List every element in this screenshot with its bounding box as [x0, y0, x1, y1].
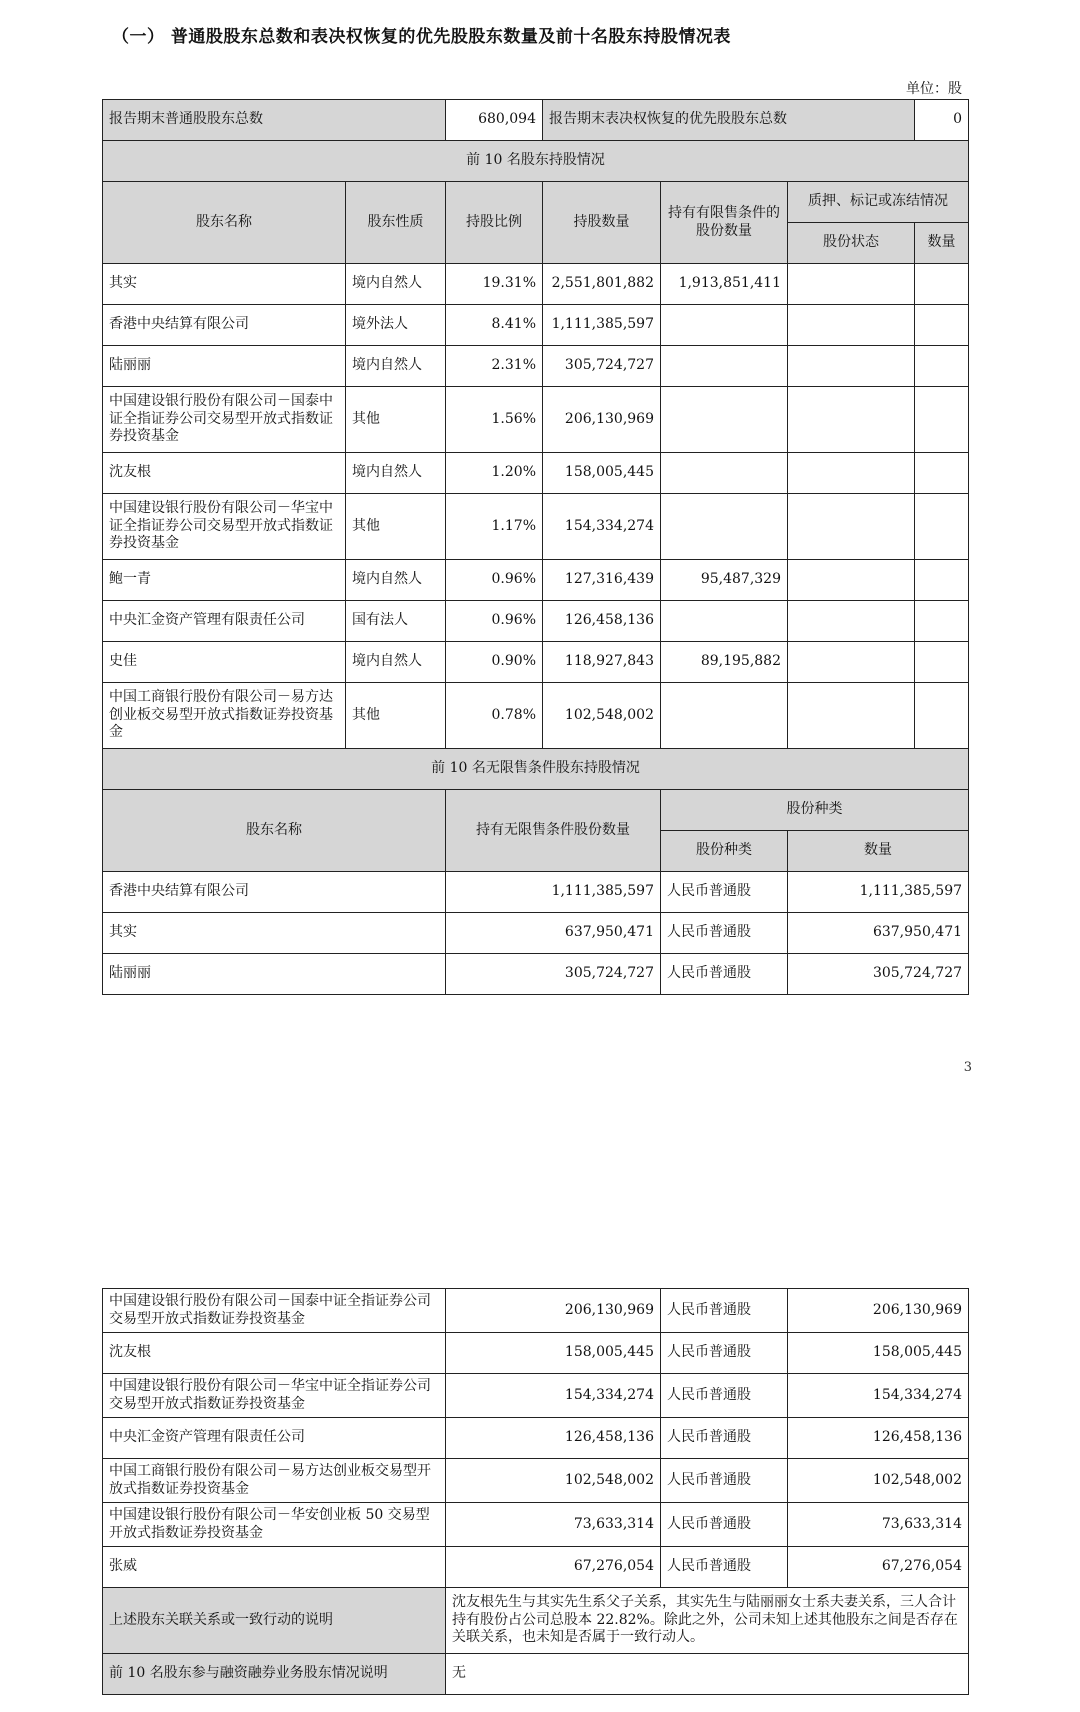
unrestricted-quantity: 126,458,136: [446, 1418, 661, 1459]
pledge-qty: [915, 305, 969, 346]
holder-restricted: [661, 601, 788, 642]
holder-restricted: [661, 387, 788, 453]
unrestricted-name: 香港中央结算有限公司: [103, 872, 446, 913]
unrestricted-name: 中国建设银行股份有限公司－华宝中证全指证券公司交易型开放式指数证券投资基金: [103, 1374, 446, 1418]
relation-note-row: [103, 1588, 969, 1654]
holder-ratio: 0.90%: [446, 642, 543, 683]
holder-ratio: 0.96%: [446, 560, 543, 601]
share-type-qty: 67,276,054: [788, 1547, 969, 1588]
pledge-status: [788, 494, 915, 560]
holder-quantity: 126,458,136: [543, 601, 661, 642]
holder-nature: 境内自然人: [346, 560, 446, 601]
col-header-name: 股东名称: [103, 182, 346, 264]
pledge-qty: [915, 642, 969, 683]
share-type: 人民币普通股: [661, 1333, 788, 1374]
share-type-qty: 158,005,445: [788, 1333, 969, 1374]
holder-restricted: 95,487,329: [661, 560, 788, 601]
pledge-status: [788, 264, 915, 305]
relation-note-text: 沈友根先生与其实先生系父子关系，其实先生与陆丽丽女士系夫妻关系，三人合计持有股份占公司总股本 22.82%。除此之外，公司未知上述其他股东之间是否存在关联关系，也未知是否属于一致行动人。: [446, 1588, 969, 1654]
unrestricted-name: 其实: [103, 913, 446, 954]
unrestricted-name: 张威: [103, 1547, 446, 1588]
preferred-holders-label: 报告期末表决权恢复的优先股股东总数: [543, 100, 915, 141]
top10-header-row: [103, 182, 969, 223]
col-header-pledge-status: 股份状态: [788, 223, 915, 264]
table-row: [103, 305, 969, 346]
share-type-qty: 102,548,002: [788, 1459, 969, 1503]
unrestricted-quantity: 206,130,969: [446, 1289, 661, 1333]
table-row: [103, 1547, 969, 1588]
share-type-qty: 126,458,136: [788, 1418, 969, 1459]
share-type-qty: 154,334,274: [788, 1374, 969, 1418]
holder-name: 中国建设银行股份有限公司－国泰中证全指证券公司交易型开放式指数证券投资基金: [103, 387, 346, 453]
share-type-qty: 637,950,471: [788, 913, 969, 954]
holder-nature: 其他: [346, 494, 446, 560]
relation-note-label: 上述股东关联关系或一致行动的说明: [103, 1588, 446, 1654]
unrestricted-name: 中国工商银行股份有限公司－易方达创业板交易型开放式指数证券投资基金: [103, 1459, 446, 1503]
holder-name: 香港中央结算有限公司: [103, 305, 346, 346]
share-type-qty: 305,724,727: [788, 954, 969, 995]
pledge-status: [788, 305, 915, 346]
holder-ratio: 0.78%: [446, 683, 543, 749]
margin-note-text: 无: [446, 1654, 969, 1695]
holder-name: 其实: [103, 264, 346, 305]
table-row: [103, 1333, 969, 1374]
unrestricted-quantity: 154,334,274: [446, 1374, 661, 1418]
col-header-unrestricted-quantity: 持有无限售条件股份数量: [446, 790, 661, 872]
pledge-qty: [915, 346, 969, 387]
section-title: （一） 普通股股东总数和表决权恢复的优先股股东数量及前十名股东持股情况表: [112, 27, 731, 47]
holder-quantity: 1,111,385,597: [543, 305, 661, 346]
holder-quantity: 158,005,445: [543, 453, 661, 494]
holder-restricted: [661, 453, 788, 494]
holder-name: 鲍一青: [103, 560, 346, 601]
col-header-type: 股份种类: [661, 831, 788, 872]
share-type: 人民币普通股: [661, 872, 788, 913]
table-row: [103, 1374, 969, 1418]
unrestricted-section-header: [103, 749, 969, 790]
unrestricted-quantity: 305,724,727: [446, 954, 661, 995]
table-row: [103, 453, 969, 494]
share-type-qty: 206,130,969: [788, 1289, 969, 1333]
holder-quantity: 102,548,002: [543, 683, 661, 749]
unit-label: 单位：股: [906, 81, 962, 97]
share-type-qty: 73,633,314: [788, 1503, 969, 1547]
col-header-restricted: 持有有限售条件的股份数量: [661, 182, 788, 264]
holder-ratio: 1.17%: [446, 494, 543, 560]
table-row: [103, 1459, 969, 1503]
pledge-status: [788, 346, 915, 387]
unrestricted-quantity: 102,548,002: [446, 1459, 661, 1503]
holder-nature: 其他: [346, 387, 446, 453]
holder-nature: 国有法人: [346, 601, 446, 642]
holder-ratio: 1.56%: [446, 387, 543, 453]
unrestricted-quantity: 73,633,314: [446, 1503, 661, 1547]
margin-note-label: 前 10 名股东参与融资融券业务股东情况说明: [103, 1654, 446, 1695]
table-row: [103, 642, 969, 683]
table-row: [103, 683, 969, 749]
unrestricted-quantity: 1,111,385,597: [446, 872, 661, 913]
table-row: [103, 954, 969, 995]
holder-nature: 境内自然人: [346, 264, 446, 305]
holder-quantity: 305,724,727: [543, 346, 661, 387]
holder-name: 中国建设银行股份有限公司－华宝中证全指证券公司交易型开放式指数证券投资基金: [103, 494, 346, 560]
holder-nature: 其他: [346, 683, 446, 749]
share-type-qty: 1,111,385,597: [788, 872, 969, 913]
holder-restricted: 1,913,851,411: [661, 264, 788, 305]
top10-section-label: 前 10 名股东持股情况: [103, 141, 969, 182]
pledge-qty: [915, 387, 969, 453]
pledge-status: [788, 642, 915, 683]
holder-ratio: 19.31%: [446, 264, 543, 305]
common-holders-label: 报告期末普通股股东总数: [103, 100, 446, 141]
preferred-holders-value: 0: [915, 100, 969, 141]
table-row: [103, 264, 969, 305]
holder-quantity: 127,316,439: [543, 560, 661, 601]
unrestricted-section-label: 前 10 名无限售条件股东持股情况: [103, 749, 969, 790]
share-type: 人民币普通股: [661, 1374, 788, 1418]
col-header-ratio: 持股比例: [446, 182, 543, 264]
pledge-status: [788, 683, 915, 749]
shareholders-table-continued: [102, 1288, 969, 1695]
unrestricted-header-row: [103, 790, 969, 831]
table-row: [103, 1289, 969, 1333]
holder-quantity: 118,927,843: [543, 642, 661, 683]
holder-restricted: [661, 305, 788, 346]
share-type: 人民币普通股: [661, 1503, 788, 1547]
unrestricted-name: 中央汇金资产管理有限责任公司: [103, 1418, 446, 1459]
table-row: [103, 601, 969, 642]
holder-name: 中央汇金资产管理有限责任公司: [103, 601, 346, 642]
pledge-qty: [915, 560, 969, 601]
unrestricted-name: 陆丽丽: [103, 954, 446, 995]
holder-nature: 境外法人: [346, 305, 446, 346]
pledge-status: [788, 453, 915, 494]
common-holders-value: 680,094: [446, 100, 543, 141]
share-type: 人民币普通股: [661, 954, 788, 995]
unrestricted-name: 中国建设银行股份有限公司－国泰中证全指证券公司交易型开放式指数证券投资基金: [103, 1289, 446, 1333]
col-header-pledge-group: 质押、标记或冻结情况: [788, 182, 969, 223]
holder-quantity: 206,130,969: [543, 387, 661, 453]
pledge-qty: [915, 494, 969, 560]
holder-quantity: 2,551,801,882: [543, 264, 661, 305]
unrestricted-name: 中国建设银行股份有限公司－华安创业板 50 交易型开放式指数证券投资基金: [103, 1503, 446, 1547]
pledge-status: [788, 387, 915, 453]
unrestricted-quantity: 637,950,471: [446, 913, 661, 954]
col-header-unrestricted-name: 股东名称: [103, 790, 446, 872]
share-type: 人民币普通股: [661, 1459, 788, 1503]
col-header-type-group: 股份种类: [661, 790, 969, 831]
holder-name: 中国工商银行股份有限公司－易方达创业板交易型开放式指数证券投资基金: [103, 683, 346, 749]
table-row: [103, 346, 969, 387]
col-header-type-qty: 数量: [788, 831, 969, 872]
holder-ratio: 0.96%: [446, 601, 543, 642]
holder-nature: 境内自然人: [346, 346, 446, 387]
holder-name: 陆丽丽: [103, 346, 346, 387]
pledge-status: [788, 601, 915, 642]
share-type: 人民币普通股: [661, 1547, 788, 1588]
holder-restricted: [661, 494, 788, 560]
page-number: 3: [963, 1060, 972, 1075]
share-type: 人民币普通股: [661, 913, 788, 954]
holder-ratio: 8.41%: [446, 305, 543, 346]
pledge-status: [788, 560, 915, 601]
holder-name: 史佳: [103, 642, 346, 683]
col-header-nature: 股东性质: [346, 182, 446, 264]
unrestricted-quantity: 158,005,445: [446, 1333, 661, 1374]
holder-quantity: 154,334,274: [543, 494, 661, 560]
pledge-qty: [915, 601, 969, 642]
holder-restricted: [661, 346, 788, 387]
holder-ratio: 2.31%: [446, 346, 543, 387]
pledge-qty: [915, 683, 969, 749]
margin-note-row: [103, 1654, 969, 1695]
holder-restricted: [661, 683, 788, 749]
table-row: [103, 387, 969, 453]
share-type: 人民币普通股: [661, 1289, 788, 1333]
holder-nature: 境内自然人: [346, 642, 446, 683]
holder-nature: 境内自然人: [346, 453, 446, 494]
top10-section-header: [103, 141, 969, 182]
unrestricted-name: 沈友根: [103, 1333, 446, 1374]
holder-restricted: 89,195,882: [661, 642, 788, 683]
table-row: [103, 913, 969, 954]
summary-row: [103, 100, 969, 141]
holder-ratio: 1.20%: [446, 453, 543, 494]
shareholders-table-top: [102, 99, 969, 995]
table-row: [103, 560, 969, 601]
table-row: [103, 1418, 969, 1459]
table-row: [103, 494, 969, 560]
col-header-pledge-qty: 数量: [915, 223, 969, 264]
holder-name: 沈友根: [103, 453, 346, 494]
pledge-qty: [915, 453, 969, 494]
table-row: [103, 1503, 969, 1547]
col-header-quantity: 持股数量: [543, 182, 661, 264]
unrestricted-quantity: 67,276,054: [446, 1547, 661, 1588]
table-row: [103, 872, 969, 913]
pledge-qty: [915, 264, 969, 305]
share-type: 人民币普通股: [661, 1418, 788, 1459]
